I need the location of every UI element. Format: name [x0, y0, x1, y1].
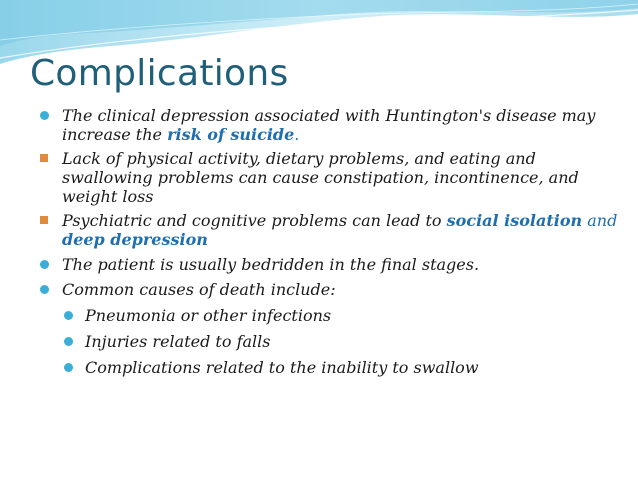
circle-bullet-icon	[40, 260, 49, 269]
square-bullet-icon	[40, 216, 48, 224]
bullet-item	[38, 149, 628, 206]
slide-title: Complications	[30, 53, 289, 94]
bullet-item	[38, 255, 628, 274]
circle-bullet-icon	[40, 111, 49, 120]
bullet-item	[38, 211, 628, 249]
sub-bullet-text: Injuries related to falls	[85, 332, 271, 351]
circle-bullet-icon	[40, 285, 49, 294]
circle-bullet-icon	[64, 363, 73, 372]
bullet-text: The clinical depression associated with Huntington's disease may increase the	[62, 106, 596, 144]
bullet-text: Common causes of death include:	[62, 280, 336, 299]
circle-bullet-icon	[64, 311, 73, 320]
sub-bullet-item	[38, 306, 628, 325]
circle-bullet-icon	[64, 337, 73, 346]
sub-bullet-text: Complications related to the inability to swallow	[85, 358, 479, 377]
bullet-text-end: .	[294, 125, 300, 144]
bullet-text-mid: and	[582, 211, 618, 230]
bullet-text: Psychiatric and cognitive problems can lead to	[62, 211, 447, 230]
highlight-text: risk of suicide	[167, 125, 295, 144]
sub-bullet-text: Pneumonia or other infections	[85, 306, 332, 325]
bullet-item	[38, 280, 628, 299]
bullet-text: The patient is usually bedridden in the final stages.	[62, 255, 480, 274]
bullet-list	[38, 106, 628, 377]
sub-bullet-item	[38, 332, 628, 351]
highlight-text: deep depression	[62, 230, 208, 249]
highlight-text: social isolation	[446, 211, 583, 230]
square-bullet-icon	[40, 154, 48, 162]
sub-bullet-item	[38, 358, 628, 377]
bullet-item	[38, 106, 628, 144]
bullet-text: Lack of physical activity, dietary problems, and eating and swallowing problems can cause constipation, incontinence, and weight loss	[62, 149, 579, 206]
